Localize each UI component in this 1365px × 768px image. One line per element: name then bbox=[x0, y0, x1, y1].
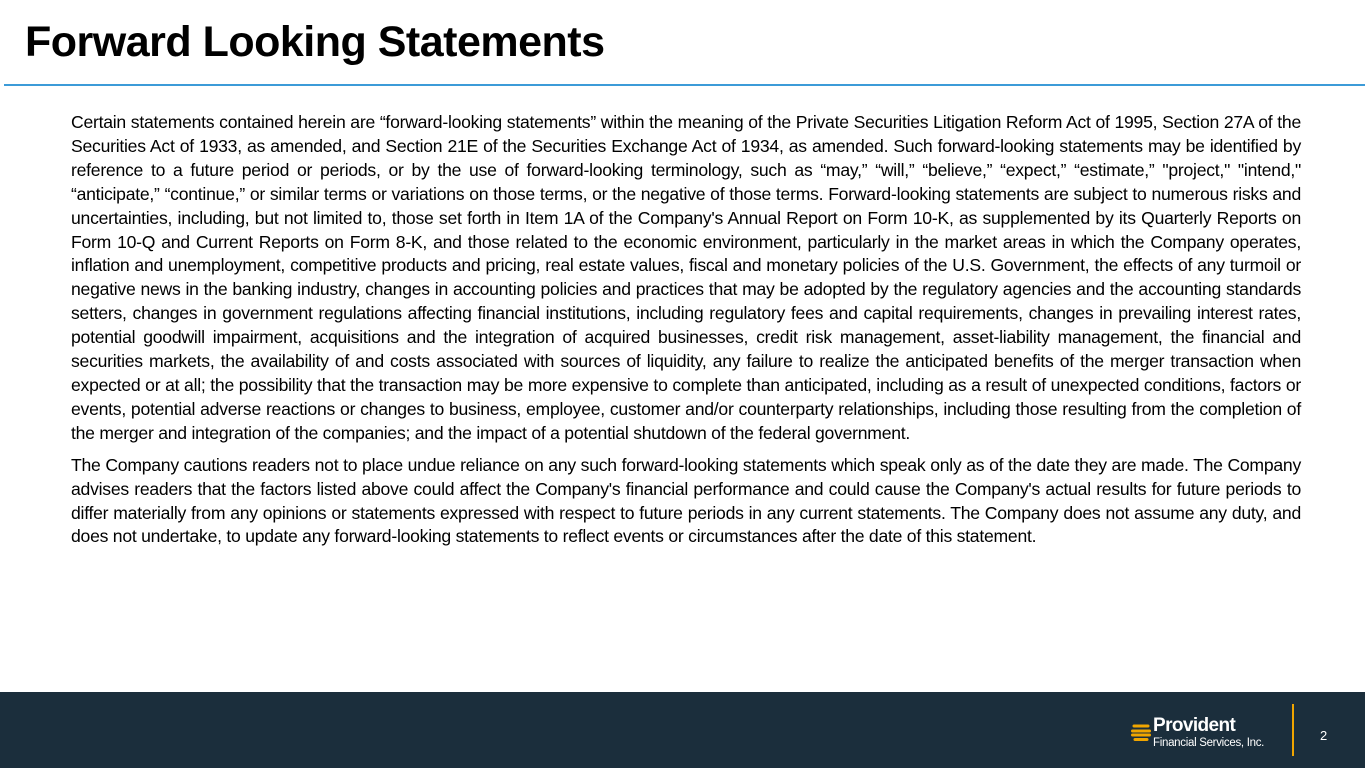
page-number: 2 bbox=[1320, 728, 1328, 743]
logo-name: Provident bbox=[1153, 715, 1236, 736]
paragraph-caution: The Company cautions readers not to place undue reliance on any such forward-looking statements which speak only as of the date they are made. The Company advises readers that the factors listed above could affect the Company's financial performance and could cause the Company's actual results for future periods to differ materially from any opinions or statements expressed with respect to future periods in any current statements. The Company does not assume any duty, and does not undertake, to update any forward-looking statements to reflect events or circumstances after the date of this statement. bbox=[71, 454, 1301, 547]
paragraph-forward-looking: Certain statements contained herein are “forward-looking statements” within the meaning of the Private Securities Litigation Reform Act of 1995, Section 27A of the Securities Act of 1933, as amended, and Section 21E of the Securities Exchange Act of 1934, as amended. Such forward-looking statements may be identified by reference to a future period or periods, or by the use of forward-looking terminology, such as “may,” “will,” “believe,” “expect,” “estimate,” "project," "intend," “anticipate,” “continue,” or similar terms or variations on those terms, or the negative of those terms. Forward-looking statements are subject to numerous risks and uncertainties, including, but not limited to, those set forth in Item 1A of the Company's Annual Report on Form 10-K, as supplemented by its Quarterly Reports on Form 10-Q and Current Reports on Form 8-K, and those related to the economic environment, particularly in the market areas in which the Company operates, inflation and unemployment, competitive products and pricing, real estate values, fiscal and monetary policies of the U.S. Government, the effects of any turmoil or negative news in the banking industry, changes in accounting policies and practices that may be adopted by the regulatory agencies and the accounting standards setters, changes in government regulations affecting financial institutions, including regulatory fees and capital requirements, changes in prevailing interest rates, potential goodwill impairment, acquisitions and the integration of acquired businesses, credit risk management, asset-liability management, the financial and securities markets, the availability of and costs associated with sources of liquidity, any failure to realize the anticipated benefits of the merger transaction when expected or at all; the possibility that the transaction may be more expensive to complete than anticipated, including as a result of unexpected conditions, factors or events, potential adverse reactions or changes to business, employee, customer and/or counterparty relationships, including those resulting from the completion of the merger and integration of the companies; and the impact of a potential shutdown of the federal government. bbox=[71, 112, 1301, 443]
company-logo bbox=[1131, 712, 1279, 752]
footer-divider bbox=[1292, 704, 1294, 756]
provident-sunburst-icon bbox=[1131, 722, 1151, 742]
page-title: Forward Looking Statements bbox=[25, 18, 605, 66]
title-divider bbox=[4, 84, 1365, 86]
logo-subtitle: Financial Services, Inc. bbox=[1153, 737, 1265, 749]
footer-bar bbox=[0, 692, 1365, 768]
slide-body bbox=[71, 111, 1301, 557]
